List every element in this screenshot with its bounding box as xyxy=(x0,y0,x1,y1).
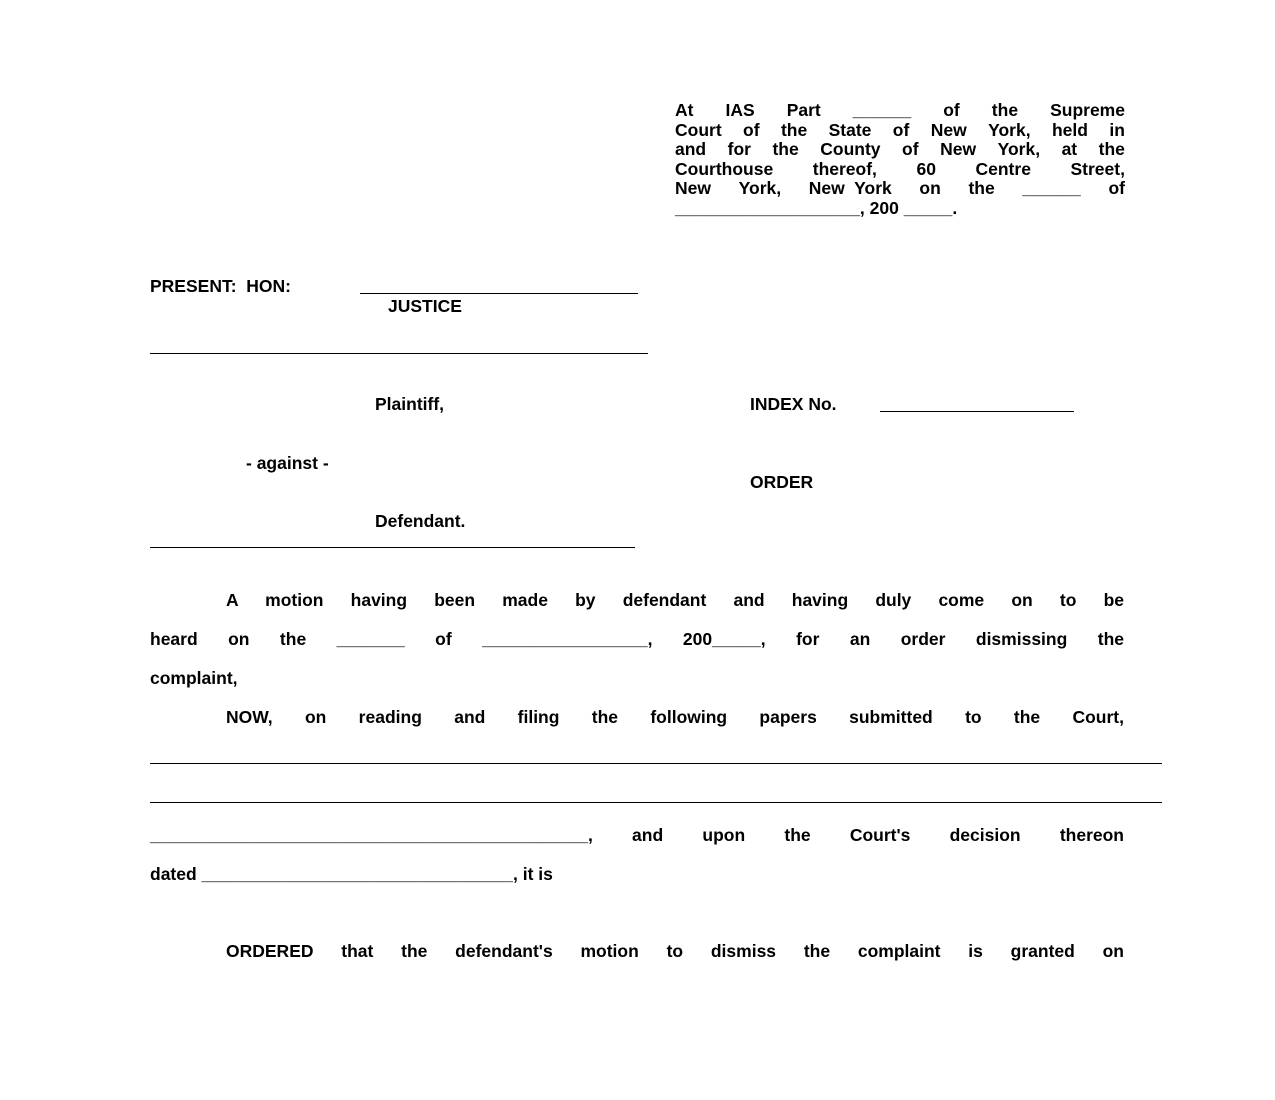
header-word: Supreme xyxy=(1050,100,1125,120)
caption-top-rule[interactable] xyxy=(150,353,648,354)
caption-bottom-rule[interactable] xyxy=(150,547,635,548)
header-line-1 xyxy=(675,102,1125,120)
header-word: Centre xyxy=(975,159,1031,179)
header-word: of xyxy=(1108,178,1125,198)
header-word: New xyxy=(675,178,711,198)
defendant-label: Defendant. xyxy=(375,511,466,531)
plaintiff-label: Plaintiff, xyxy=(375,394,445,414)
body-text: NOW, on reading and filing the following papers submitted to the Court, xyxy=(226,707,1124,727)
body-text: ORDERED that the defendant's motion to dismiss the complaint is granted on xyxy=(226,941,1124,961)
header-word: for xyxy=(727,139,751,159)
header-word: New York xyxy=(808,178,892,198)
header-word: in xyxy=(1109,120,1125,140)
order-title: ORDER xyxy=(750,472,814,492)
body-para1-line1 xyxy=(226,592,1124,610)
header-word: At xyxy=(675,100,694,120)
papers-blank-line-2[interactable] xyxy=(150,802,1162,803)
body-para2-line4[interactable] xyxy=(150,827,1124,845)
present-hon-label: PRESENT: HON: xyxy=(150,276,296,296)
index-number-label: INDEX No. xyxy=(750,394,842,414)
body-para1-line2[interactable] xyxy=(150,631,1124,649)
header-line-2 xyxy=(675,122,1125,140)
header-word: of xyxy=(743,120,760,140)
header-word: the xyxy=(772,139,799,159)
header-word: thereof, xyxy=(812,159,877,179)
header-word: York, xyxy=(997,139,1041,159)
header-word: of xyxy=(943,100,960,120)
header-word: State xyxy=(828,120,872,140)
part-number-blank[interactable]: ______ xyxy=(852,100,912,120)
header-line-5 xyxy=(675,180,1125,198)
justice-label: JUSTICE xyxy=(388,296,462,316)
header-word: the xyxy=(991,100,1019,120)
body-para1-line3: complaint, xyxy=(150,668,238,688)
header-word: IAS xyxy=(725,100,755,120)
header-word: at xyxy=(1061,139,1078,159)
header-word: 60 xyxy=(916,159,936,179)
body-text[interactable]: heard on the _______ of _________________, 200_____, for an order dismissing the xyxy=(150,629,1124,649)
against-label: - against - xyxy=(246,453,329,473)
header-word: Courthouse xyxy=(675,159,774,179)
header-word: the xyxy=(968,178,995,198)
index-number-blank[interactable] xyxy=(880,411,1074,412)
header-word: of xyxy=(892,120,910,140)
papers-blank-line-1[interactable] xyxy=(150,763,1162,764)
header-word: the xyxy=(780,120,808,140)
body-text[interactable]: _____________________________________________, and upon the Court's decision thereon xyxy=(150,825,1124,845)
header-word: on xyxy=(919,178,941,198)
header-line-4 xyxy=(675,161,1125,179)
header-word: held xyxy=(1051,120,1088,140)
header-line-6[interactable]: ___________________, 200 _____. xyxy=(675,198,958,218)
header-word: Part xyxy=(786,100,821,120)
header-word: York, xyxy=(738,178,782,198)
body-text: A motion having been made by defendant and having duly come on to be xyxy=(226,590,1124,610)
header-word: and xyxy=(675,139,707,159)
header-word: the xyxy=(1098,139,1125,159)
header-word: York, xyxy=(988,120,1031,140)
header-word: Court xyxy=(675,120,722,140)
body-para3-line1 xyxy=(226,943,1124,961)
header-word: County xyxy=(820,139,881,159)
header-word: New xyxy=(930,120,967,140)
header-word: of xyxy=(902,139,919,159)
header-word: Street, xyxy=(1070,159,1125,179)
justice-name-blank[interactable] xyxy=(360,293,638,294)
header-word: New xyxy=(940,139,977,159)
body-para2-line1 xyxy=(226,709,1124,727)
day-blank[interactable]: ______ xyxy=(1022,178,1081,198)
body-para2-line5[interactable]: dated ________________________________, it is xyxy=(150,864,553,884)
header-line-3 xyxy=(675,141,1125,159)
